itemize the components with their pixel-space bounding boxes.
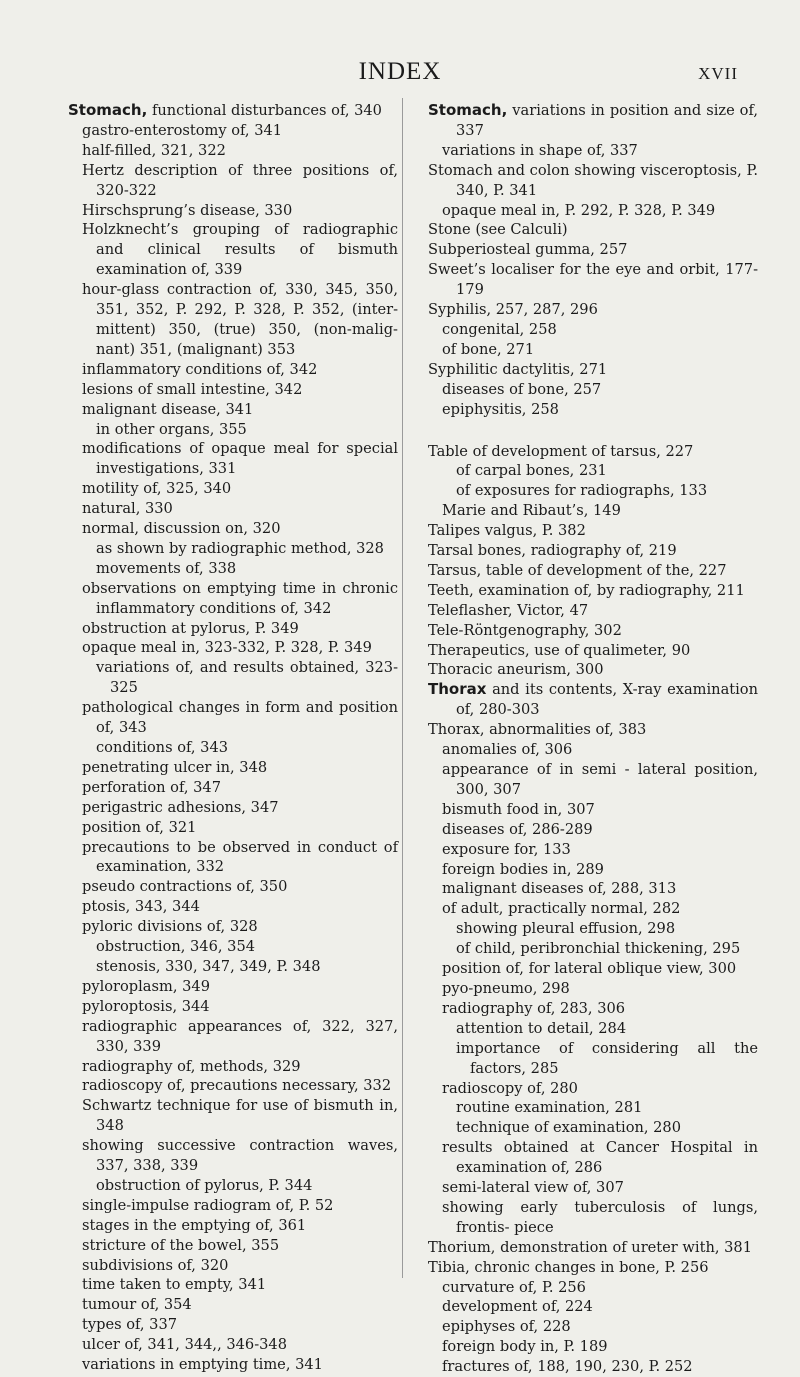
- index-entry-text: natural, 330: [82, 500, 173, 518]
- index-entry-text: diseases of, 286-289: [442, 820, 593, 838]
- index-entry-text: pyo-pneumo, 298: [442, 979, 570, 997]
- index-entry: [428, 1079, 758, 1099]
- column-divider: [402, 98, 403, 1278]
- index-entry-text: modifications of opaque meal for special investigations, 331: [82, 440, 398, 478]
- index-entry-text: perforation of, 347: [82, 778, 221, 796]
- index-entry-text: position of, for lateral oblique view, 300: [442, 960, 737, 978]
- index-entry: [428, 999, 758, 1019]
- index-entry: [428, 1118, 758, 1138]
- index-entry-text: ptosis, 343, 344: [82, 898, 200, 916]
- index-entry: [68, 818, 398, 838]
- index-entry-text: epiphyses of, 228: [442, 1318, 571, 1336]
- index-entry: [68, 1017, 398, 1057]
- index-entry-text: malignant disease, 341: [82, 400, 254, 418]
- index-entry-text: appearance of in semi - lateral position, 300, 307: [442, 761, 758, 798]
- index-entry-text: variations in shape of, 337: [442, 141, 638, 159]
- index-entry: [68, 360, 398, 380]
- index-entry-text: malignant diseases of, 288, 313: [442, 880, 677, 898]
- index-entry: [68, 838, 398, 878]
- index-entry: [68, 519, 398, 539]
- index-entry: [68, 977, 398, 997]
- index-entry: [68, 1096, 398, 1136]
- index-entry-text: Syphilitic dactylitis, 271: [428, 360, 608, 378]
- index-entry-text: Sweet’s localiser for the eye and orbit, 177-179: [428, 261, 758, 299]
- index-entry-text: showing successive contraction waves, 337, 338, 339: [82, 1137, 398, 1175]
- index-entry: [428, 800, 758, 820]
- index-entry-text: inflammatory conditions of, 342: [82, 360, 318, 378]
- index-entry-text: anomalies of, 306: [442, 741, 573, 759]
- index-entry-text: pseudo contractions of, 350: [82, 878, 288, 896]
- section-gap: [428, 420, 758, 442]
- index-entry: [68, 937, 398, 957]
- index-entry-text: Thorax, abnormalities of, 383: [428, 721, 647, 739]
- index-entry-text: Syphilis, 257, 287, 296: [428, 301, 598, 319]
- index-entry: [428, 820, 758, 840]
- index-entry-text: precautions to be observed in conduct of examination, 332: [82, 838, 398, 876]
- index-entry-text: perigastric adhesions, 347: [82, 798, 279, 816]
- index-entry-text: radioscopy of, precautions necessary, 332: [82, 1077, 392, 1095]
- index-entry-text: Tarsus, table of development of the, 227: [428, 561, 727, 579]
- index-entry: [68, 1295, 398, 1315]
- index-column-right: [428, 101, 758, 1377]
- index-entry-text: variations in emptying time, 341: [82, 1356, 323, 1374]
- index-entry: [428, 442, 758, 462]
- index-entry: [68, 420, 398, 440]
- index-entry: [428, 300, 758, 320]
- index-entry-text: in other organs, 355: [96, 420, 247, 438]
- index-entry-text: development of, 224: [442, 1298, 593, 1316]
- index-entry: [428, 621, 758, 641]
- index-entry-text: pathological changes in form and position of, 343: [82, 699, 398, 737]
- index-entry: [68, 738, 398, 758]
- index-entry: [428, 1258, 758, 1278]
- index-entry-text: types of, 337: [82, 1316, 178, 1334]
- index-entry: [68, 161, 398, 201]
- index-entry: [428, 879, 758, 899]
- index-entry: [428, 740, 758, 760]
- index-entry: [68, 698, 398, 738]
- index-entry-text: bismuth food in, 307: [442, 800, 595, 818]
- index-entry: [428, 1178, 758, 1198]
- index-entry: [428, 1198, 758, 1238]
- index-entry-text: obstruction of pylorus, P. 344: [96, 1176, 313, 1194]
- index-entry: [428, 919, 758, 939]
- index-entry: [68, 201, 398, 221]
- index-entry-text: exposure for, 133: [442, 840, 571, 858]
- index-entry-text: movements of, 338: [96, 559, 237, 577]
- index-entry: [428, 1019, 758, 1039]
- index-entry: [428, 461, 758, 481]
- index-entry-text: congenital, 258: [442, 320, 557, 338]
- index-entry: [428, 360, 758, 380]
- index-entry-text: of adult, practically normal, 282: [442, 900, 681, 918]
- index-entry-text: Stomach and colon showing visceroptosis, P. 340, P. 341: [428, 161, 758, 199]
- index-entry-text: variations of, and results obtained, 323-325: [96, 659, 398, 697]
- index-entry-text: penetrating ulcer in, 348: [82, 758, 268, 776]
- index-entry-text: foreign bodies in, 289: [442, 860, 604, 878]
- index-entry: [428, 1278, 758, 1298]
- index-entry: [428, 1337, 758, 1357]
- index-entry-text: obstruction, 346, 354: [96, 938, 256, 956]
- index-entry-text: observations on emptying time in chronic inflammatory conditions of, 342: [82, 579, 398, 617]
- index-entry: [68, 1236, 398, 1256]
- index-entry: [68, 997, 398, 1017]
- index-entry: [428, 601, 758, 621]
- index-entry: [68, 1275, 398, 1295]
- index-entry: [428, 101, 758, 141]
- index-entry-text: Thorium, demonstration of ureter with, 381: [428, 1238, 752, 1256]
- index-entry-text: radiography of, 283, 306: [442, 999, 626, 1017]
- index-entry: [68, 658, 398, 698]
- index-entry-text: attention to detail, 284: [456, 1019, 627, 1037]
- index-entry-text: results obtained at Cancer Hospital in examination of, 286: [442, 1139, 758, 1177]
- index-entry: [428, 720, 758, 740]
- index-entry: [428, 840, 758, 860]
- index-entry: [68, 1136, 398, 1176]
- index-entry: [68, 280, 398, 360]
- index-entry: [68, 1196, 398, 1216]
- index-entry-text: of carpal bones, 231: [456, 462, 607, 480]
- index-entry-text: single-impulse radiogram of, P. 52: [82, 1196, 334, 1214]
- index-entry: [428, 201, 758, 221]
- index-entry: [428, 760, 758, 800]
- index-entry: [428, 320, 758, 340]
- index-entry: [428, 1357, 758, 1377]
- index-entry: [68, 1355, 398, 1375]
- index-entry-text: Hertz description of three positions of, 320-322: [82, 161, 398, 199]
- index-entry: [428, 240, 758, 260]
- index-entry-text: Hirschsprung’s disease, 330: [82, 201, 293, 219]
- index-entry-text: routine examination, 281: [456, 1099, 643, 1117]
- index-entry: [68, 380, 398, 400]
- index-entry: [428, 1238, 758, 1258]
- index-entry-text: semi-lateral view of, 307: [442, 1179, 624, 1197]
- index-entry: [428, 641, 758, 661]
- index-entry: [428, 1098, 758, 1118]
- index-entry-text: Subperiosteal gumma, 257: [428, 241, 628, 259]
- index-entry-text: hour-glass contraction of, 330, 345, 350, 351, 352, P. 292, P. 328, P. 352, (inter- mittent) 350, (true) 350, (non-malig- nant) 351, (malignant) 353: [82, 281, 398, 358]
- index-entry: [68, 499, 398, 519]
- index-entry: [68, 220, 398, 280]
- index-entry: [68, 798, 398, 818]
- index-entry-text: fractures of, 188, 190, 230, P. 252: [442, 1358, 693, 1376]
- index-entry-text: ulcer of, 341, 344,, 346-348: [82, 1336, 287, 1354]
- index-entry-text: gastro-enterostomy of, 341: [82, 121, 283, 139]
- index-entry: [68, 539, 398, 559]
- index-entry: [68, 638, 398, 658]
- index-entry: [428, 561, 758, 581]
- index-entry: [428, 1297, 758, 1317]
- index-entry-text: pyloroplasm, 349: [82, 977, 210, 995]
- index-entry-text: and its contents, X-ray examination of, 280-303: [456, 681, 758, 719]
- index-entry-text: Tele-Röntgenography, 302: [428, 621, 622, 639]
- index-entry-text: functional disturbances of, 340: [147, 102, 382, 119]
- index-entry-text: importance of considering all the factors, 285: [456, 1039, 758, 1077]
- index-entry: [428, 481, 758, 501]
- index-entry: [68, 141, 398, 161]
- index-headword: Thorax: [428, 680, 487, 699]
- index-entry: [68, 101, 398, 121]
- index-entry-text: curvature of, P. 256: [442, 1278, 586, 1296]
- index-entry: [68, 559, 398, 579]
- index-entry: [428, 1317, 758, 1337]
- page-number: XVII: [698, 64, 738, 83]
- index-entry: [428, 380, 758, 400]
- index-entry-text: variations in position and size of, 337: [456, 102, 758, 139]
- index-entry: [428, 899, 758, 919]
- index-entry: [68, 917, 398, 937]
- index-headword: Stomach,: [428, 101, 508, 119]
- index-entry-text: Thoracic aneurism, 300: [428, 661, 604, 679]
- index-entry: [68, 1076, 398, 1096]
- index-entry-text: conditions of, 343: [96, 739, 229, 756]
- index-entry-text: Marie and Ribaut’s, 149: [442, 502, 621, 520]
- index-entry: [428, 959, 758, 979]
- index-entry-text: technique of examination, 280: [456, 1119, 682, 1137]
- index-entry-text: stages in the emptying of, 361: [82, 1216, 307, 1234]
- index-entry: [68, 1335, 398, 1355]
- index-entry: [68, 897, 398, 917]
- index-entry-text: showing pleural effusion, 298: [456, 920, 676, 938]
- index-entry: [428, 939, 758, 959]
- index-entry: [68, 1216, 398, 1236]
- index-entry: [68, 619, 398, 639]
- index-entry: [68, 1057, 398, 1077]
- index-entry-text: Tibia, chronic changes in bone, P. 256: [428, 1258, 709, 1276]
- index-entry: [428, 581, 758, 601]
- index-entry: [68, 1315, 398, 1335]
- page-title: INDEX: [358, 58, 442, 85]
- index-entry-text: motility of, 325, 340: [82, 480, 232, 498]
- index-entry-text: as shown by radiographic method, 328: [96, 539, 384, 557]
- index-entry-text: Holzknecht’s grouping of radiographic and clinical results of bismuth examination of, 339: [82, 221, 398, 279]
- index-entry-text: tumour of, 354: [82, 1296, 192, 1314]
- index-entry-text: of child, peribronchial thickening, 295: [456, 940, 741, 958]
- index-entry: [68, 778, 398, 798]
- index-entry: [68, 121, 398, 141]
- index-entry-text: diseases of bone, 257: [442, 380, 602, 398]
- index-entry: [428, 1138, 758, 1178]
- index-entry: [68, 877, 398, 897]
- index-entry-text: of exposures for radiographs, 133: [456, 482, 708, 500]
- index-column-left: [68, 101, 398, 1375]
- index-entry: [428, 220, 758, 240]
- index-entry-text: opaque meal in, P. 292, P. 328, P. 349: [442, 201, 716, 219]
- index-entry-text: radiographic appearances of, 322, 327, 330, 339: [82, 1017, 398, 1055]
- index-entry-text: foreign body in, P. 189: [442, 1338, 608, 1356]
- index-entry-text: normal, discussion on, 320: [82, 520, 281, 538]
- page-header: [0, 58, 800, 94]
- index-entry: [428, 1039, 758, 1079]
- index-entry-text: stricture of the bowel, 355: [82, 1236, 280, 1254]
- index-entry-text: pyloroptosis, 344: [82, 997, 210, 1015]
- index-entry: [428, 660, 758, 680]
- index-entry: [68, 579, 398, 619]
- index-entry: [68, 439, 398, 479]
- index-entry-text: Schwartz technique for use of bismuth in, 348: [82, 1097, 398, 1135]
- index-entry: [428, 501, 758, 521]
- index-entry-text: obstruction at pylorus, P. 349: [82, 619, 299, 637]
- index-entry-text: Table of development of tarsus, 227: [428, 442, 694, 460]
- index-entry: [428, 680, 758, 720]
- index-entry: [68, 1176, 398, 1196]
- index-entry-text: stenosis, 330, 347, 349, P. 348: [96, 957, 321, 975]
- index-entry-text: radiography of, methods, 329: [82, 1057, 301, 1075]
- index-entry-text: pyloric divisions of, 328: [82, 918, 258, 936]
- index-entry-text: opaque meal in, 323-332, P. 328, P. 349: [82, 639, 372, 657]
- index-entry-text: radioscopy of, 280: [442, 1079, 578, 1097]
- index-entry-text: Teeth, examination of, by radiography, 211: [428, 581, 745, 599]
- index-entry-text: lesions of small intestine, 342: [82, 380, 303, 398]
- index-entry-text: position of, 321: [82, 818, 197, 836]
- index-entry-text: Therapeutics, use of qualimeter, 90: [428, 641, 691, 659]
- index-entry: [68, 758, 398, 778]
- index-entry: [428, 521, 758, 541]
- index-entry: [428, 141, 758, 161]
- index-entry-text: Stone (see Calculi): [428, 221, 568, 239]
- index-entry-text: half-filled, 321, 322: [82, 141, 226, 159]
- index-entry: [428, 860, 758, 880]
- index-entry: [428, 541, 758, 561]
- index-entry-text: time taken to empty, 341: [82, 1276, 267, 1294]
- index-entry-text: Tarsal bones, radiography of, 219: [428, 542, 677, 560]
- index-entry: [68, 400, 398, 420]
- index-entry: [428, 161, 758, 201]
- index-headword: Stomach,: [68, 101, 148, 119]
- index-entry: [68, 957, 398, 977]
- index-entry-text: Teleflasher, Victor, 47: [428, 601, 589, 619]
- index-entry: [428, 979, 758, 999]
- index-entry-text: epiphysitis, 258: [442, 400, 559, 418]
- index-entry: [68, 479, 398, 499]
- index-entry: [428, 400, 758, 420]
- index-entry-text: Talipes valgus, P. 382: [428, 522, 586, 540]
- index-entry-text: showing early tuberculosis of lungs, frontis- piece: [442, 1198, 758, 1236]
- index-entry: [68, 1256, 398, 1276]
- index-entry: [428, 340, 758, 360]
- index-entry-text: subdivisions of, 320: [82, 1256, 229, 1274]
- index-entry-text: of bone, 271: [442, 340, 535, 358]
- index-entry: [428, 260, 758, 300]
